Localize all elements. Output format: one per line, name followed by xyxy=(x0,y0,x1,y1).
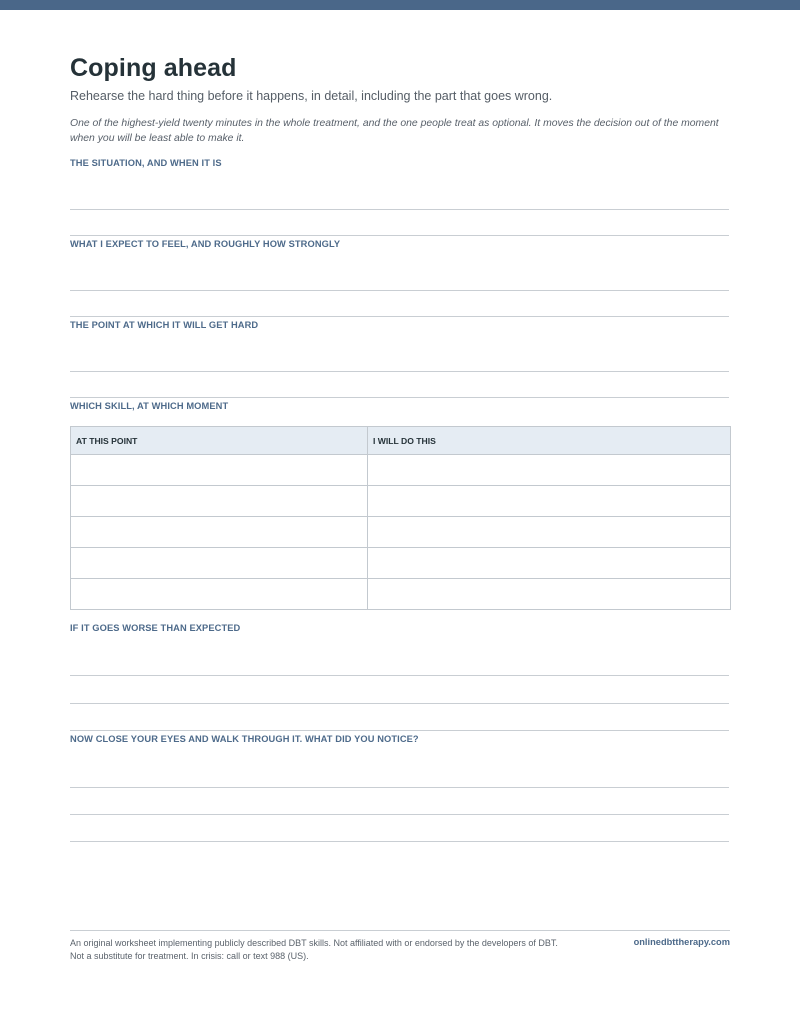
footer-disclaimer xyxy=(70,937,610,963)
column-header-at-this-point: AT THIS POINT xyxy=(71,427,368,455)
writing-line[interactable] xyxy=(70,397,729,398)
section-label-skill: WHICH SKILL, AT WHICH MOMENT xyxy=(70,401,229,411)
table-header-row xyxy=(71,427,731,455)
table-cell-point[interactable] xyxy=(71,579,368,610)
table-cell-point[interactable] xyxy=(71,517,368,548)
writing-line[interactable] xyxy=(70,730,729,731)
intro-note: One of the highest-yield twenty minutes in the whole treatment, and the one people treat as optional. It moves the decision out of the moment when you will be least able to make it. xyxy=(70,118,719,144)
table-cell-point[interactable] xyxy=(71,548,368,579)
table-cell-action[interactable] xyxy=(368,517,731,548)
section-label-expect: WHAT I EXPECT TO FEEL, AND ROUGHLY HOW STRONGLY xyxy=(70,239,341,249)
writing-line[interactable] xyxy=(70,371,729,372)
writing-line[interactable] xyxy=(70,316,729,317)
table-cell-action[interactable] xyxy=(368,455,731,486)
table-row xyxy=(71,455,731,486)
writing-line[interactable] xyxy=(70,841,729,842)
writing-line[interactable] xyxy=(70,290,729,291)
section-label-situation: THE SITUATION, AND WHEN IT IS xyxy=(70,158,222,168)
table-cell-point[interactable] xyxy=(71,486,368,517)
site-link[interactable]: onlinedbttherapy.com xyxy=(633,937,730,947)
page-title: Coping ahead xyxy=(70,54,237,82)
table-cell-action[interactable] xyxy=(368,486,731,517)
table-row xyxy=(71,517,731,548)
writing-line[interactable] xyxy=(70,209,729,210)
section-label-worse: IF IT GOES WORSE THAN EXPECTED xyxy=(70,623,241,633)
disclaimer-line: Not a substitute for treatment. In crisis: call or text 988 (US). xyxy=(70,951,309,961)
disclaimer-line: An original worksheet implementing publicly described DBT skills. Not affiliated with or endorsed by the developers of DBT. xyxy=(70,938,558,948)
table-row xyxy=(71,579,731,610)
writing-line[interactable] xyxy=(70,703,729,704)
skill-table xyxy=(70,426,731,610)
section-label-close-eyes: NOW CLOSE YOUR EYES AND WALK THROUGH IT. WHAT DID YOU NOTICE? xyxy=(70,734,419,744)
page-subtitle: Rehearse the hard thing before it happens, in detail, including the part that goes wrong. xyxy=(70,89,553,103)
table-cell-point[interactable] xyxy=(71,455,368,486)
column-header-i-will-do-this: I WILL DO THIS xyxy=(368,427,731,455)
writing-line[interactable] xyxy=(70,787,729,788)
table-cell-action[interactable] xyxy=(368,579,731,610)
table-cell-action[interactable] xyxy=(368,548,731,579)
section-label-hard-point: THE POINT AT WHICH IT WILL GET HARD xyxy=(70,320,259,330)
table-row xyxy=(71,548,731,579)
table-row xyxy=(71,486,731,517)
writing-line[interactable] xyxy=(70,814,729,815)
writing-line[interactable] xyxy=(70,675,729,676)
top-accent-bar xyxy=(0,0,800,10)
writing-line[interactable] xyxy=(70,235,729,236)
footer-divider xyxy=(70,930,730,931)
